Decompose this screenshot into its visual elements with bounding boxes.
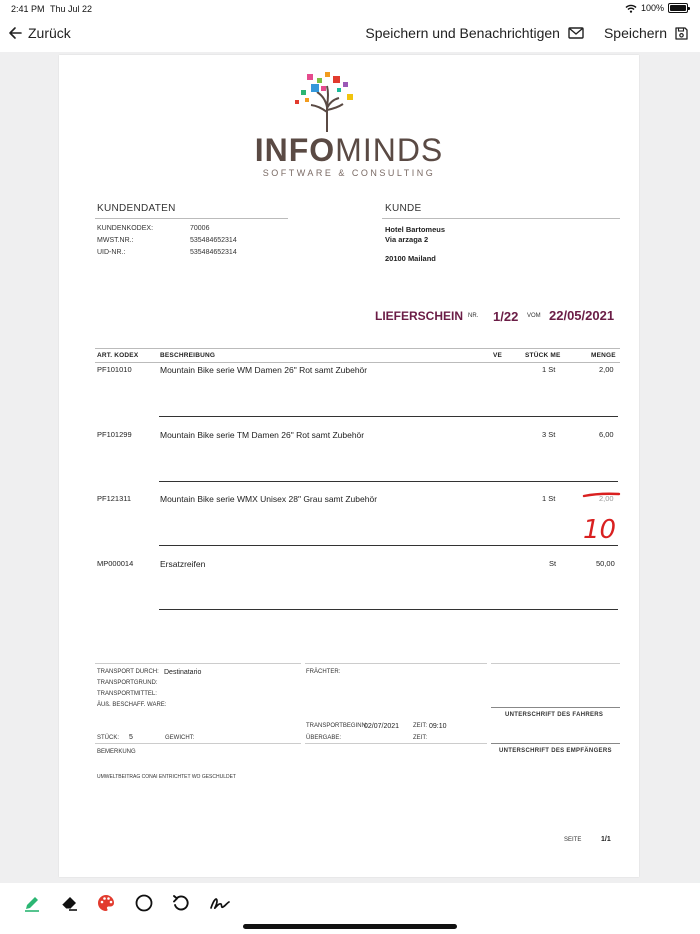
handover-label: ÜBERGABE: [306, 735, 342, 741]
tree-logo-icon [281, 72, 363, 132]
footer-line-5 [305, 743, 487, 744]
undo-button[interactable] [169, 891, 193, 915]
row-3-pieces: 1 St [542, 494, 556, 503]
eraser-tool-button[interactable] [57, 891, 81, 915]
row-3-code: PF121311 [97, 494, 132, 503]
row-2-divider [159, 481, 618, 482]
row-4-description: Ersatzreifen [160, 559, 206, 569]
row-1-pieces: 1 St [542, 365, 556, 374]
footer-line-2 [305, 663, 487, 664]
footer-line-3 [491, 663, 620, 664]
delivery-note-document [59, 55, 639, 877]
document-number-label: NR. [468, 313, 479, 319]
row-4-quantity: 50,00 [596, 559, 615, 568]
annotation-toolbar [0, 883, 700, 934]
status-time: 2:41 PM [11, 4, 45, 14]
battery-percent: 100% [640, 3, 664, 13]
row-4-pieces: St [549, 559, 557, 568]
table-top-border [95, 348, 620, 349]
row-2-code: PF101299 [97, 430, 132, 439]
transport-means-label: TRANSPORTMITTEL: [97, 691, 157, 697]
row-2-pieces: 3 St [542, 430, 556, 439]
transport-start-value: 02/07/2021 [364, 723, 400, 730]
handwritten-quantity: 10 [583, 515, 617, 545]
vat-number-value: 535484652314 [190, 237, 237, 244]
row-2-quantity: 6,00 [599, 430, 614, 439]
vat-number-label: MWST.NR.: [97, 237, 134, 244]
battery-icon [668, 3, 688, 13]
nav-actions [365, 25, 688, 41]
page-number: 1/1 [601, 836, 611, 843]
save-and-notify-label: Speichern und Benachrichtigen [365, 25, 560, 41]
envelope-icon [568, 27, 584, 39]
row-4-code: MP000014 [97, 559, 134, 568]
customer-data-title: KUNDENDATEN [97, 203, 176, 214]
logo-tagline: SOFTWARE & CONSULTING [262, 168, 436, 178]
recipient-sign-line [491, 743, 620, 744]
customer-title: KUNDE [385, 203, 422, 214]
environmental-note: UMWELTBEITRAG CONAI ENTRICHTET WO GESCHULDET [97, 774, 236, 780]
home-indicator [243, 924, 457, 929]
row-2-description: Mountain Bike serie TM Damen 26" Rot samt Zubehör [160, 430, 365, 440]
navigation-bar [0, 18, 700, 52]
floppy-disk-icon [675, 27, 688, 40]
undo-icon [171, 893, 191, 913]
footer-line-1 [95, 663, 301, 664]
pieces-label: STÜCK: [97, 735, 120, 741]
row-3-quantity: 2,00 [599, 494, 614, 503]
note-label: BEMERKUNG [97, 749, 136, 755]
footer-line-4 [95, 743, 301, 744]
goods-appearance-label: ÄUß. BESCHAFF. WARE: [97, 702, 167, 708]
eraser-icon [59, 893, 79, 913]
pen-icon [22, 893, 42, 913]
handwritten-correction [581, 488, 621, 548]
company-logo [59, 70, 639, 178]
time-label: ZEIT: [413, 723, 428, 729]
driver-signature-label: UNTERSCHRIFT DES FAHRERS [505, 712, 604, 718]
row-1-quantity: 2,00 [599, 365, 614, 374]
header-ve: VE [493, 352, 503, 359]
handover-time-label: ZEIT: [413, 735, 428, 741]
table-header-border [95, 362, 620, 363]
carrier-label: FRÄCHTER: [306, 669, 341, 675]
logo-wordmark: INFOMINDS [254, 132, 444, 168]
save-button[interactable] [604, 25, 688, 41]
customer-name: Hotel Bartomeus [385, 225, 446, 234]
circle-icon [134, 893, 154, 913]
uid-number-value: 535484652314 [190, 249, 237, 256]
recipient-signature-label: UNTERSCHRIFT DES EMPFÄNGERS [499, 748, 612, 754]
row-3-divider [159, 545, 618, 546]
row-3-description: Mountain Bike serie WMX Unisex 28" Grau samt Zubehör [160, 494, 378, 504]
customer-city: 20100 Mailand [385, 254, 436, 263]
customer-data-divider [95, 218, 288, 219]
row-4-divider [159, 609, 618, 610]
row-1-code: PF101010 [97, 365, 132, 374]
pieces-value: 5 [129, 734, 133, 741]
document-date: 22/05/2021 [549, 308, 615, 323]
row-1-description: Mountain Bike serie WM Damen 26" Rot samt Zubehör [160, 365, 368, 375]
transport-reason-label: TRANSPORTGRUND: [97, 680, 158, 686]
weight-label: GEWICHT: [165, 735, 195, 741]
document-date-label: VOM [527, 313, 541, 319]
status-date: Thu Jul 22 [50, 4, 93, 14]
shape-tool-button[interactable] [132, 891, 156, 915]
status-right [625, 3, 688, 13]
transport-by-value: Destinatario [164, 669, 202, 676]
document-number: 1/22 [493, 309, 519, 324]
save-label: Speichern [603, 25, 667, 41]
wifi-icon [625, 4, 637, 13]
header-quantity: MENGE [591, 352, 616, 359]
header-pieces-unit: STÜCK ME [525, 352, 561, 359]
back-label: Zurück [28, 25, 71, 41]
back-button[interactable] [8, 25, 71, 41]
palette-icon [96, 893, 116, 913]
arrow-left-icon [8, 26, 22, 40]
time-value: 09:10 [429, 723, 447, 730]
signature-icon [209, 893, 231, 913]
save-and-notify-button[interactable] [365, 25, 584, 41]
status-bar [0, 0, 700, 18]
header-article-code: ART. KODEX [97, 352, 139, 359]
color-palette-button[interactable] [94, 891, 118, 915]
customer-street: Via arzaga 2 [385, 235, 429, 244]
customer-code-label: KUNDENKODEX: [97, 225, 154, 232]
row-1-divider [159, 416, 618, 417]
pen-tool-button[interactable] [20, 891, 44, 915]
page-label: SEITE [564, 837, 582, 843]
driver-sign-line [491, 707, 620, 708]
transport-start-label: TRANSPORTBEGINN: [306, 723, 368, 729]
customer-divider [382, 218, 620, 219]
signature-tool-button[interactable] [208, 891, 232, 915]
uid-number-label: UID-NR.: [97, 249, 126, 256]
header-description: BESCHREIBUNG [160, 352, 216, 359]
document-type-title: LIEFERSCHEIN [375, 309, 464, 323]
transport-by-label: TRANSPORT DURCH: [97, 669, 159, 675]
customer-code-value: 70006 [190, 225, 210, 232]
